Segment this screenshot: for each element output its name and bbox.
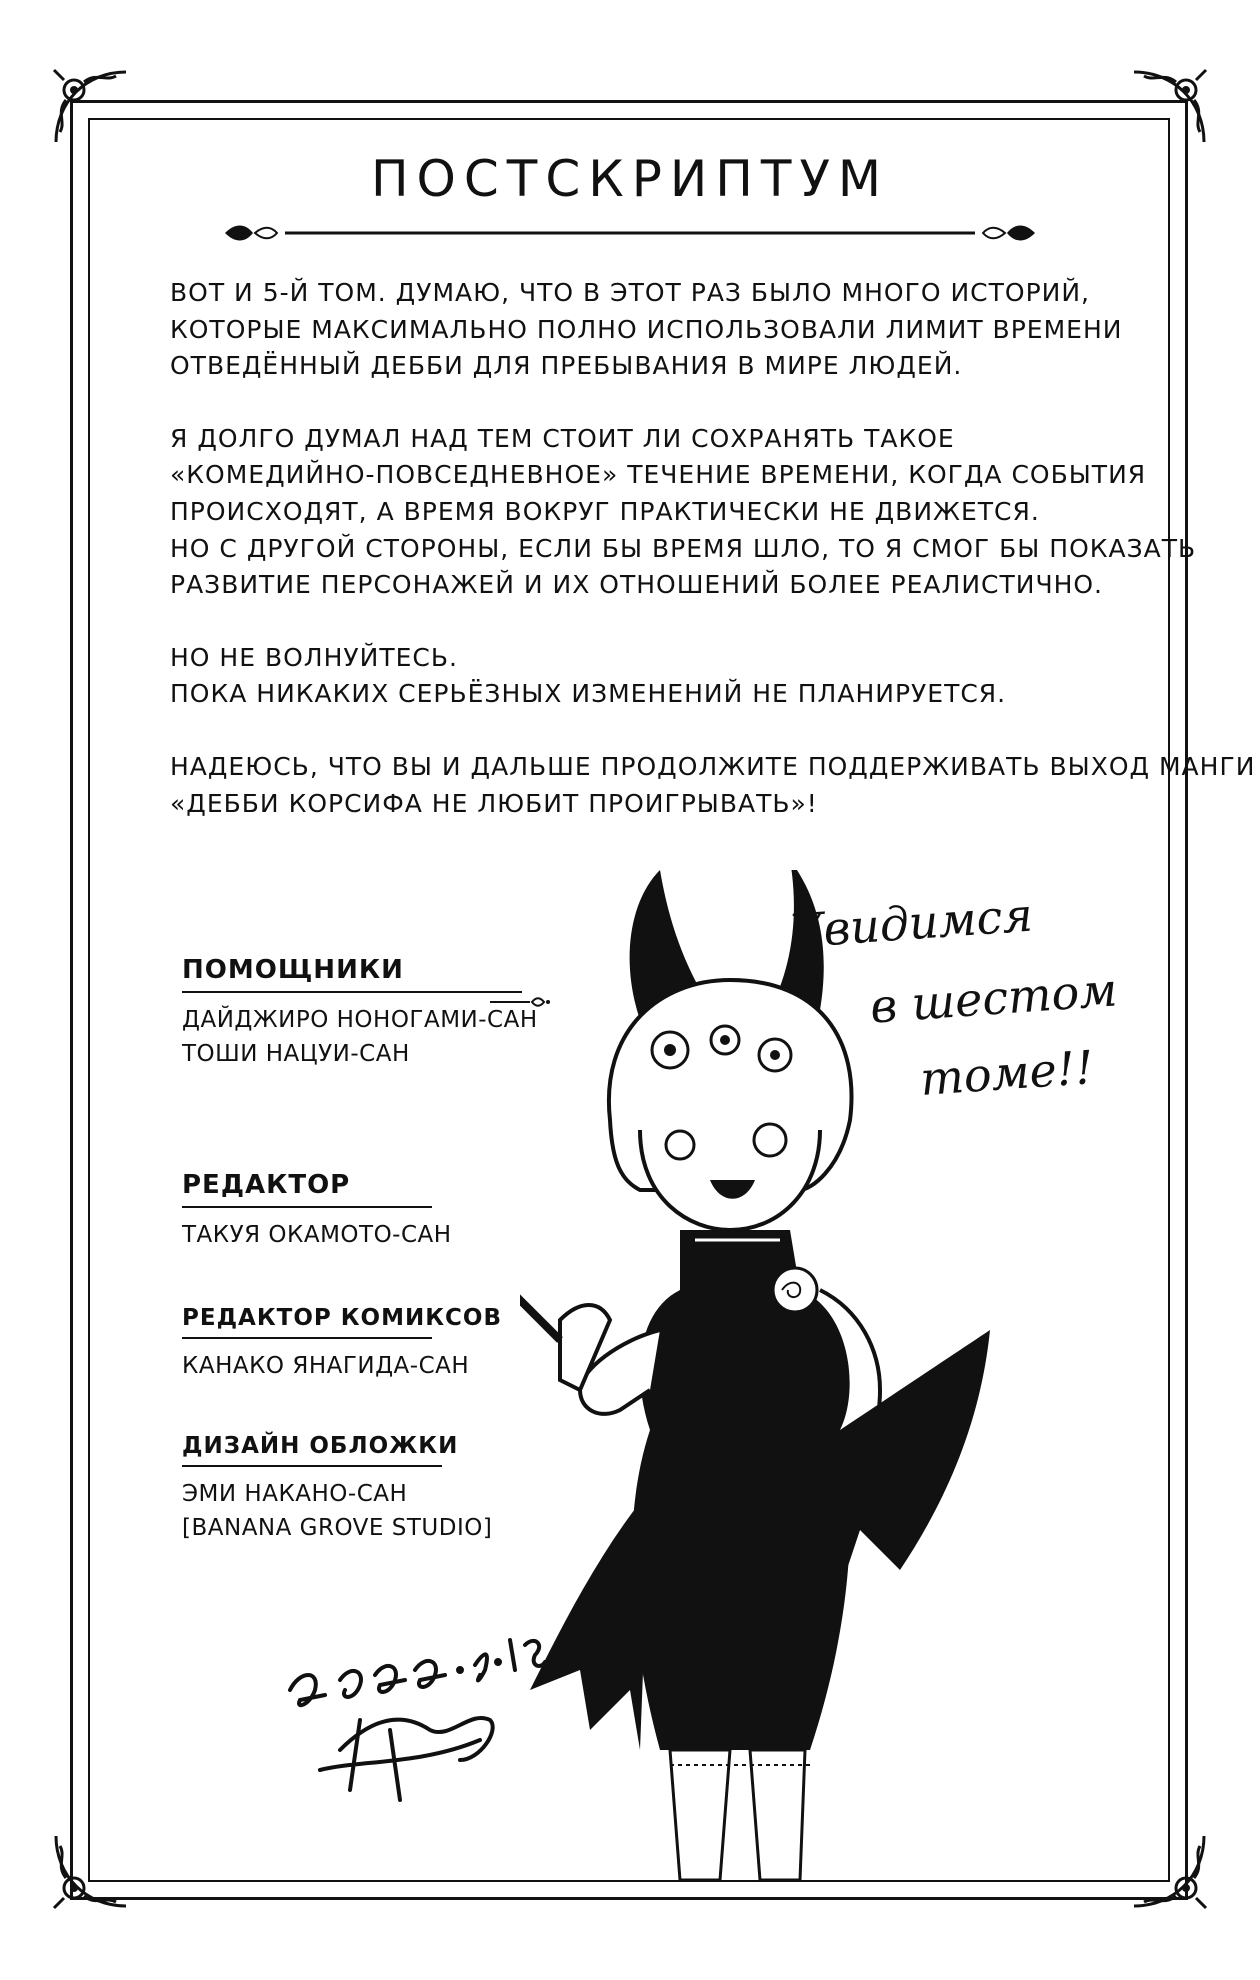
section-title: РЕДАКТОР [182,1170,351,1200]
paragraph-4 [170,749,1256,822]
credit-name: ЭМИ НАКАНО-САН [182,1481,408,1507]
text-line: Я ДОЛГО ДУМАЛ НАД ТЕМ СТОИТ ЛИ СОХРАНЯТЬ ТАКОЕ [170,423,955,453]
corner-ornament-bottom-left [46,1826,136,1916]
section-divider [182,1206,432,1208]
paragraph-1 [170,275,1123,385]
text-line: «КОМЕДИЙНО-ПОВСЕДНЕВНОЕ» ТЕЧЕНИЕ ВРЕМЕНИ, КОГДА СОБЫТИЯ [170,460,1147,490]
section-title: ПОМОЩНИКИ [182,955,404,985]
corner-ornament-top-left [46,62,136,152]
text-line: ПРОИСХОДЯТ, А ВРЕМЯ ВОКРУГ ПРАКТИЧЕСКИ НЕ ДВИЖЕТСЯ. [170,496,1040,526]
section-divider [182,1465,442,1467]
afterword-text [170,275,1256,858]
text-line: НО С ДРУГОЙ СТОРОНЫ, ЕСЛИ БЫ ВРЕМЯ ШЛО, ТО Я СМОГ БЫ ПОКАЗАТЬ [170,533,1197,563]
credit-name: КАНАКО ЯНАГИДА-САН [182,1353,470,1379]
handwritten-line-3: томе!! [918,1040,1096,1106]
handwritten-line-2: в шестом [868,962,1120,1034]
credit-name: ТОШИ НАЦУИ-САН [182,1041,410,1067]
text-line: ВОТ И 5-Й ТОМ. ДУМАЮ, ЧТО В ЭТОТ РАЗ БЫЛО МНОГО ИСТОРИЙ, [170,278,1090,307]
section-divider [182,1337,432,1339]
credits-assistants [182,955,542,1071]
text-line: НАДЕЮСЬ, ЧТО ВЫ И ДАЛЬШЕ ПРОДОЛЖИТЕ ПОДДЕРЖИВАТЬ ВЫХОД МАНГИ [170,751,1256,781]
paragraph-2 [170,421,1197,604]
text-line: КОТОРЫЕ МАКСИМАЛЬНО ПОЛНО ИСПОЛЬЗОВАЛИ ЛИМИТ ВРЕМЕНИ [170,314,1123,344]
author-signature [280,1590,580,1810]
page-title: ПОСТСКРИПТУМ [370,150,890,208]
section-title: ДИЗАЙН ОБЛОЖКИ [182,1433,459,1459]
section-title: РЕДАКТОР КОМИКСОВ [182,1305,503,1331]
corner-ornament-top-right [1124,62,1214,152]
text-line: ОТВЕДЁННЫЙ ДЕББИ ДЛЯ ПРЕБЫВАНИЯ В МИРЕ ЛЮДЕЙ. [170,351,963,381]
credits-cover-design [182,1433,542,1545]
credit-name: [BANANA GROVE STUDIO] [182,1515,493,1541]
title-divider-ornament [225,218,1035,248]
credits-editor [182,1170,542,1252]
credit-name: ТАКУЯ ОКАМОТО-САН [182,1222,452,1248]
handwritten-line-1: Увидимся [788,887,1035,959]
text-line: ПОКА НИКАКИХ СЕРЬЁЗНЫХ ИЗМЕНЕНИЙ НЕ ПЛАНИРУЕТСЯ. [170,679,1007,709]
credit-name: ДАЙДЖИРО НОНОГАМИ-САН [182,1007,538,1033]
corner-ornament-bottom-right [1124,1826,1214,1916]
text-line: «ДЕББИ КОРСИФА НЕ ЛЮБИТ ПРОИГРЫВАТЬ»! [170,788,818,818]
paragraph-3 [170,640,1110,713]
text-line: РАЗВИТИЕ ПЕРСОНАЖЕЙ И ИХ ОТНОШЕНИЙ БОЛЕЕ РЕАЛИСТИЧНО. [170,570,1104,600]
section-divider [182,991,522,993]
credits-comics-editor [182,1305,542,1383]
text-line: НО НЕ ВОЛНУЙТЕСЬ. [170,642,458,672]
